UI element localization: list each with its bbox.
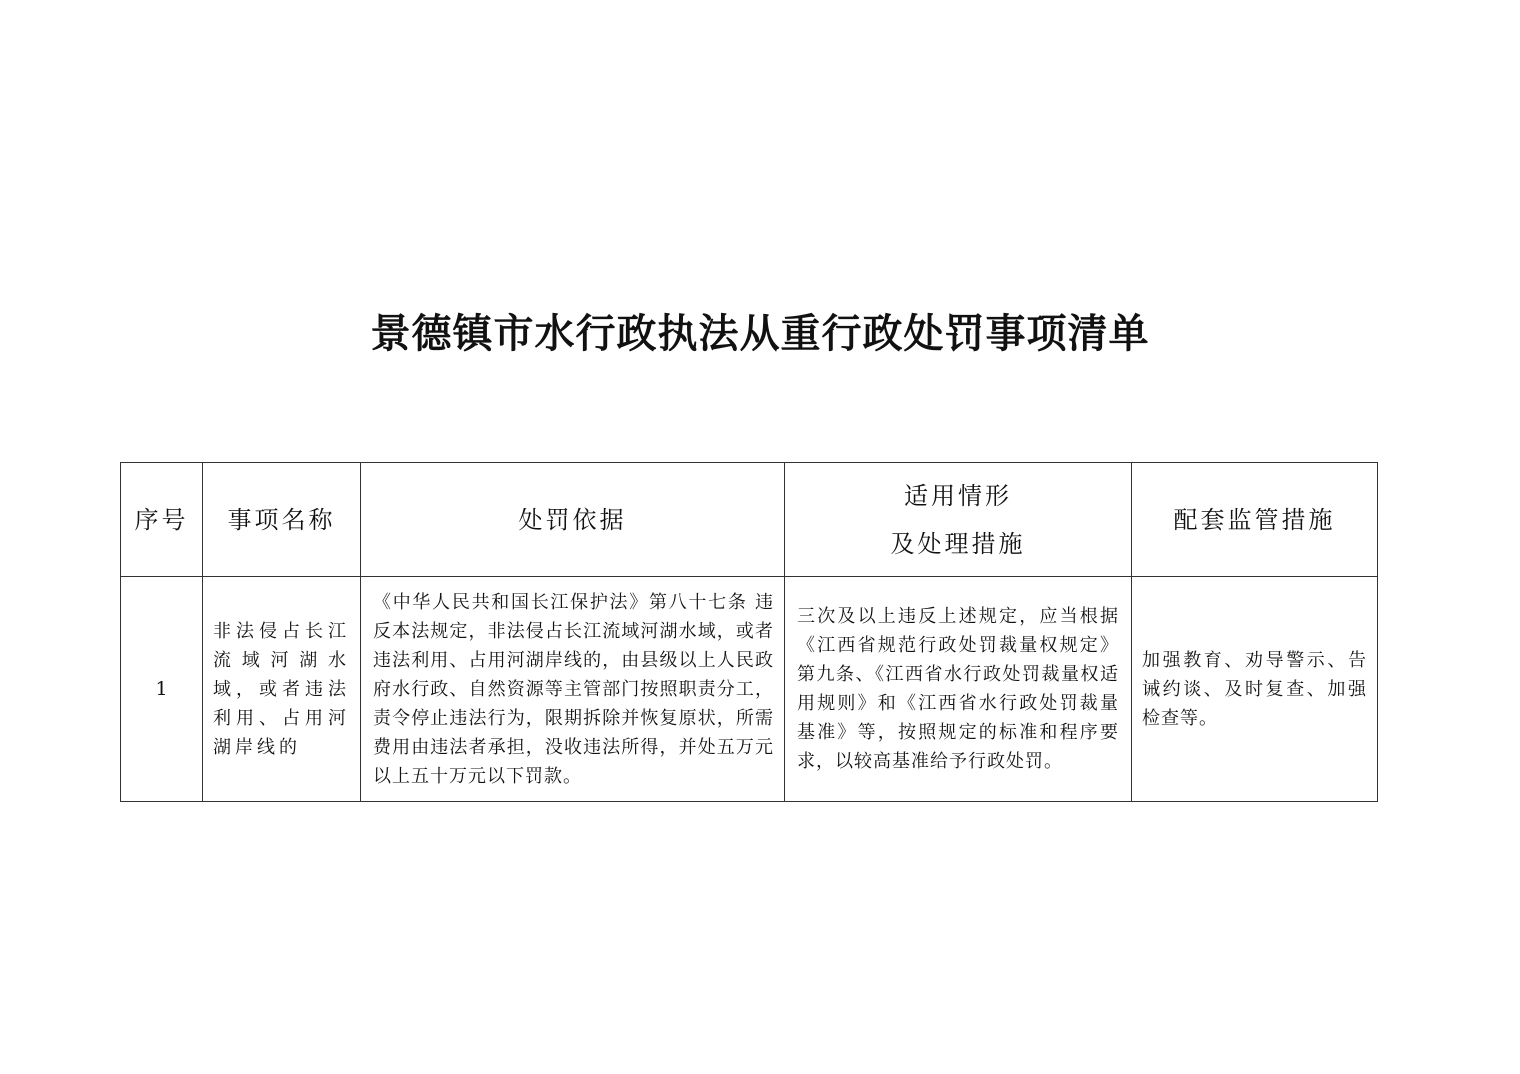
header-applicable-conditions-line1: 适用情形 (904, 481, 1012, 510)
header-supervision-measures: 配套监管措施 (1132, 463, 1378, 577)
header-item-name: 事项名称 (203, 463, 361, 577)
header-no: 序号 (121, 463, 203, 577)
table-row (121, 577, 1378, 802)
row-number-cell: 1 (121, 577, 203, 802)
header-penalty-basis: 处罚依据 (361, 463, 785, 577)
penalty-basis-cell: 《中华人民共和国长江保护法》第八十七条 违反本法规定，非法侵占长江流域河湖水域，或者违法利用、占用河湖岸线的，由县级以上人民政府水行政、自然资源等主管部门按照职责分工，责令停止违法行为，限期拆除并恢复原状，所需费用由违法者承担，没收违法所得，并处五万元以上五十万元以下罚款。 (361, 577, 785, 802)
applicable-conditions-cell: 三次及以上违反上述规定，应当根据《江西省规范行政处罚裁量权规定》第九条、《江西省水行政处罚裁量权适用规则》和《江西省水行政处罚裁量基准》等，按照规定的标准和程序要求，以较高基准给予行政处罚。 (785, 577, 1132, 802)
page-title: 景德镇市水行政执法从重行政处罚事项清单 (370, 311, 1150, 357)
header-applicable-conditions-line2: 及处理措施 (890, 529, 1026, 558)
header-applicable-conditions (785, 463, 1132, 577)
supervision-measures-cell: 加强教育、劝导警示、告诫约谈、及时复查、加强检查等。 (1132, 577, 1378, 802)
table-header-row (121, 463, 1378, 577)
item-name-cell: 非法侵占长江流域河湖水域，或者违法利用、占用河湖岸线的 (203, 577, 361, 802)
penalty-items-table (120, 462, 1378, 802)
